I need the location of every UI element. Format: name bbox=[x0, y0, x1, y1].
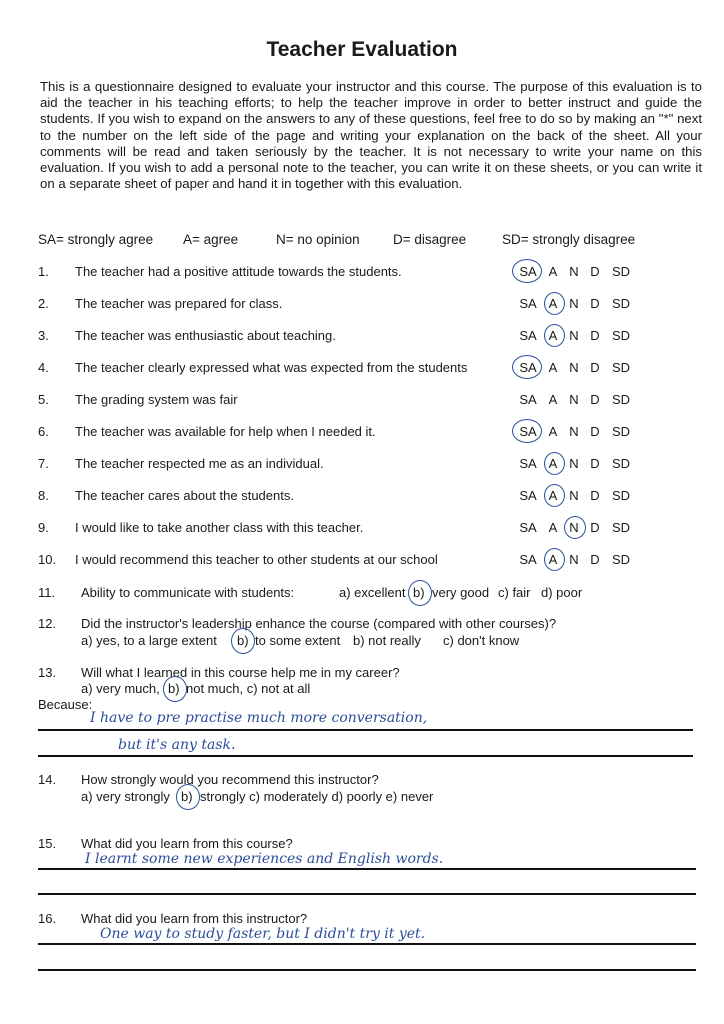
legend-n: N= no opinion bbox=[276, 232, 360, 247]
option-d[interactable]: d) poor bbox=[541, 585, 583, 600]
option-a[interactable]: A bbox=[548, 360, 558, 375]
question-number: 9. bbox=[38, 520, 49, 535]
answer-circle bbox=[564, 516, 586, 539]
option-b[interactable]: b) bbox=[168, 681, 180, 696]
answer-circle bbox=[544, 292, 565, 315]
option-b[interactable]: b) bbox=[413, 585, 425, 600]
answer-circle bbox=[544, 452, 565, 475]
answer-line bbox=[38, 893, 696, 895]
option-a[interactable]: A bbox=[548, 456, 558, 471]
option-b-label: to some extent bbox=[255, 633, 341, 648]
option-sd[interactable]: SD bbox=[611, 424, 631, 439]
answer-circle bbox=[163, 676, 187, 702]
question-number: 8. bbox=[38, 488, 49, 503]
question-number: 5. bbox=[38, 392, 49, 407]
question-text: What did you learn from this course? bbox=[81, 836, 293, 851]
question-row bbox=[0, 392, 724, 412]
option-a[interactable]: A bbox=[548, 424, 558, 439]
question-number: 2. bbox=[38, 296, 49, 311]
legend-sa: SA= strongly agree bbox=[38, 232, 154, 247]
because-label: Because: bbox=[38, 697, 93, 712]
option-n[interactable]: N bbox=[569, 552, 579, 567]
option-sa[interactable]: SA bbox=[519, 424, 537, 439]
option-d[interactable]: D bbox=[590, 552, 600, 567]
question-text: The grading system was fair bbox=[75, 392, 238, 407]
option-sd[interactable]: SD bbox=[611, 520, 631, 535]
option-sa[interactable]: SA bbox=[519, 296, 537, 311]
answer-circle bbox=[512, 259, 542, 283]
option-a[interactable]: A bbox=[548, 488, 558, 503]
question-row bbox=[0, 552, 724, 572]
option-d[interactable]: D bbox=[590, 296, 600, 311]
option-a[interactable]: A bbox=[548, 296, 558, 311]
question-row bbox=[0, 328, 724, 348]
question-number: 1. bbox=[38, 264, 49, 279]
question-text: Ability to communicate with students: bbox=[81, 585, 295, 600]
answer-circle bbox=[408, 580, 432, 606]
option-a[interactable]: a) very much, bbox=[81, 681, 160, 696]
option-sd[interactable]: SD bbox=[611, 456, 631, 471]
legend-a: A= agree bbox=[183, 232, 239, 247]
question-number: 13. bbox=[38, 665, 57, 680]
question-row bbox=[0, 264, 724, 284]
option-n[interactable]: N bbox=[569, 456, 579, 471]
handwritten-answer: One way to study faster, but I didn't try it yet. bbox=[100, 926, 426, 942]
answer-circle bbox=[544, 548, 565, 571]
option-a[interactable]: A bbox=[548, 520, 558, 535]
question-number: 14. bbox=[38, 772, 57, 787]
question-number: 11. bbox=[38, 585, 56, 600]
question-number: 15. bbox=[38, 836, 57, 851]
option-c[interactable]: c) fair bbox=[498, 585, 531, 600]
option-sa[interactable]: SA bbox=[519, 264, 537, 279]
option-c[interactable]: c) don't know bbox=[443, 633, 520, 648]
question-text: Did the instructor's leadership enhance the course (compared with other courses)? bbox=[81, 616, 557, 631]
option-n[interactable]: N bbox=[569, 520, 579, 535]
option-b-label: very good bbox=[432, 585, 490, 600]
question-text: The teacher had a positive attitude towards the students. bbox=[75, 264, 402, 279]
option-sa[interactable]: SA bbox=[519, 456, 537, 471]
intro-paragraph: This is a questionnaire designed to evaluate your instructor and this course. The purpose of this evaluation is to aid the teacher in his teaching efforts; to help the teacher improve in order to better instruct and guide the students. If you wish to expand on the answers to any of these questions, feel free to do so by making an "*" next to the number on the left side of the page and writing your explanation on the back of the sheet. All your comments will be read and taken seriously by the teacher. It is not necessary to write your name on this evaluation. If you wish to add a personal note to the teacher, you can write it on these sheets, or you can write it on a separate sheet of paper and hand it in together with this evaluation. bbox=[40, 79, 702, 192]
question-text: The teacher respected me as an individual. bbox=[75, 456, 324, 471]
answer-line bbox=[38, 943, 696, 945]
option-sd[interactable]: SD bbox=[611, 328, 631, 343]
option-sa[interactable]: SA bbox=[519, 360, 537, 375]
page-title: Teacher Evaluation bbox=[266, 38, 458, 61]
option-d[interactable]: D bbox=[590, 488, 600, 503]
option-sd[interactable]: SD bbox=[611, 552, 631, 567]
option-sd[interactable]: SD bbox=[611, 392, 631, 407]
question-number: 3. bbox=[38, 328, 49, 343]
legend-sd: SD= strongly disagree bbox=[502, 232, 636, 247]
option-a[interactable]: a) yes, to a large extent bbox=[81, 633, 217, 648]
option-sd[interactable]: SD bbox=[611, 488, 631, 503]
question-text: The teacher was prepared for class. bbox=[75, 296, 283, 311]
question-text: Will what I learned in this course help me in my career? bbox=[81, 665, 400, 680]
question-number: 16. bbox=[38, 911, 57, 926]
question-row bbox=[0, 296, 724, 316]
option-d[interactable]: D bbox=[590, 456, 600, 471]
option-a[interactable]: a) excellent bbox=[339, 585, 406, 600]
question-number: 4. bbox=[38, 360, 49, 375]
option-a[interactable]: A bbox=[548, 264, 558, 279]
option-b[interactable]: b) bbox=[181, 789, 193, 804]
question-text: What did you learn from this instructor? bbox=[81, 911, 308, 926]
handwritten-answer: I have to pre practise much more conversation, bbox=[90, 710, 428, 726]
option-b-second[interactable]: b) not really bbox=[353, 633, 421, 648]
legend-d: D= disagree bbox=[393, 232, 467, 247]
answer-line bbox=[38, 729, 693, 731]
question-text: The teacher was available for help when I needed it. bbox=[75, 424, 376, 439]
handwritten-answer: I learnt some new experiences and English words. bbox=[85, 851, 444, 867]
option-d[interactable]: D bbox=[590, 328, 600, 343]
option-b-label: strongly c) moderately d) poorly e) never bbox=[200, 789, 434, 804]
option-n[interactable]: N bbox=[569, 296, 579, 311]
question-text: How strongly would you recommend this instructor? bbox=[81, 772, 379, 787]
option-a[interactable]: a) very strongly bbox=[81, 789, 170, 804]
option-d[interactable]: D bbox=[590, 360, 600, 375]
option-sd[interactable]: SD bbox=[611, 296, 631, 311]
question-row bbox=[0, 360, 724, 380]
question-text: The teacher cares about the students. bbox=[75, 488, 294, 503]
option-b[interactable]: b) bbox=[237, 633, 249, 648]
question-text: The teacher clearly expressed what was expected from the students bbox=[75, 360, 468, 375]
question-row bbox=[0, 424, 724, 444]
option-d[interactable]: D bbox=[590, 520, 600, 535]
option-a[interactable]: A bbox=[548, 392, 558, 407]
question-row bbox=[0, 488, 724, 508]
question-text: I would recommend this teacher to other students at our school bbox=[75, 552, 438, 567]
option-d[interactable]: D bbox=[590, 392, 600, 407]
option-n[interactable]: N bbox=[569, 488, 579, 503]
option-sa[interactable]: SA bbox=[519, 520, 537, 535]
answer-circle bbox=[176, 784, 200, 810]
answer-circle bbox=[544, 484, 565, 507]
question-row bbox=[0, 456, 724, 476]
option-sa[interactable]: SA bbox=[519, 392, 537, 407]
question-text: The teacher was enthusiastic about teaching. bbox=[75, 328, 336, 343]
option-n[interactable]: N bbox=[569, 264, 579, 279]
option-n[interactable]: N bbox=[569, 360, 579, 375]
answer-line bbox=[38, 969, 696, 971]
option-a[interactable]: A bbox=[548, 328, 558, 343]
question-number: 12. bbox=[38, 616, 57, 631]
question-number: 10. bbox=[38, 552, 57, 567]
option-d[interactable]: D bbox=[590, 264, 600, 279]
option-a[interactable]: A bbox=[548, 552, 558, 567]
answer-circle bbox=[512, 419, 542, 443]
question-number: 6. bbox=[38, 424, 49, 439]
option-sa[interactable]: SA bbox=[519, 552, 537, 567]
option-n[interactable]: N bbox=[569, 328, 579, 343]
option-sa[interactable]: SA bbox=[519, 488, 537, 503]
answer-circle bbox=[544, 324, 565, 347]
option-sd[interactable]: SD bbox=[611, 360, 631, 375]
option-b-label: not much, c) not at all bbox=[186, 681, 311, 696]
option-n[interactable]: N bbox=[569, 392, 579, 407]
question-row bbox=[0, 520, 724, 540]
answer-line bbox=[38, 868, 696, 870]
question-number: 7. bbox=[38, 456, 49, 471]
answer-line bbox=[38, 755, 693, 757]
option-sa[interactable]: SA bbox=[519, 328, 537, 343]
option-d[interactable]: D bbox=[590, 424, 600, 439]
handwritten-answer: but it's any task. bbox=[118, 737, 236, 753]
answer-circle bbox=[512, 355, 542, 379]
option-n[interactable]: N bbox=[569, 424, 579, 439]
question-text: I would like to take another class with this teacher. bbox=[75, 520, 364, 535]
option-sd[interactable]: SD bbox=[611, 264, 631, 279]
answer-circle bbox=[231, 628, 255, 654]
